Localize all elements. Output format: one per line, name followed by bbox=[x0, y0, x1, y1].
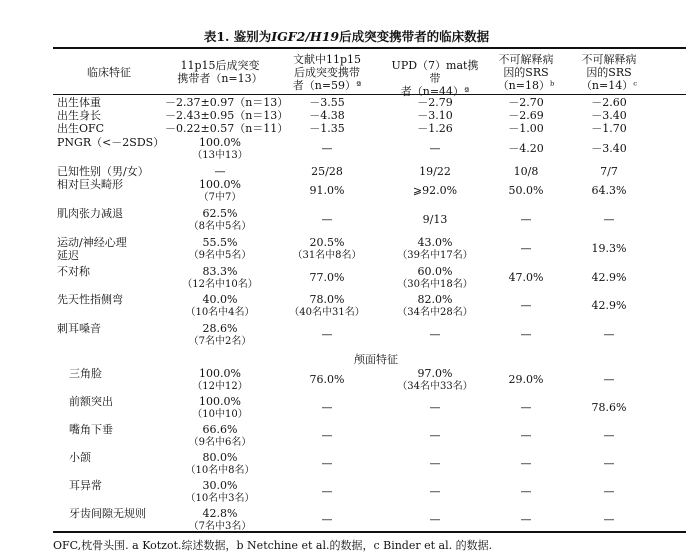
cell-c2: — bbox=[321, 457, 333, 470]
header-feature: 临床特征 bbox=[87, 66, 131, 79]
cell-c3: — bbox=[429, 401, 441, 414]
cell-c2: — bbox=[321, 213, 333, 226]
table-title: 表1. 鉴别为IGF2/H19后成突变携带者的临床数据 bbox=[203, 29, 490, 44]
cell-c4: 47.0% bbox=[508, 271, 544, 284]
row-label: 运动/神经心理 延迟 bbox=[57, 236, 127, 262]
cell-c4: －4.20 bbox=[508, 142, 544, 155]
cell-c2: 91.0% bbox=[309, 184, 345, 197]
cell-c2: — bbox=[321, 429, 333, 442]
cell-c5: 42.9% bbox=[591, 299, 627, 312]
cell-c5: — bbox=[603, 457, 615, 470]
cell-c5: — bbox=[603, 513, 615, 526]
cell-c1: 100.0% （10中10） bbox=[192, 395, 248, 420]
row-label: 肌肉张力减退 bbox=[57, 207, 123, 220]
cell-c1: 42.8% （7名中3名） bbox=[188, 507, 252, 532]
cell-c1: 100.0% （13中13） bbox=[192, 136, 248, 161]
cell-c1: 55.5% （9名中5名） bbox=[188, 236, 252, 261]
row-label: 刺耳嗓音 bbox=[57, 322, 101, 335]
cell-c3: ⩾92.0% bbox=[412, 184, 458, 197]
top-rule bbox=[53, 47, 686, 49]
cell-c3: 60.0% （30名中18名） bbox=[397, 265, 473, 290]
cell-c4: — bbox=[520, 242, 532, 255]
cell-c2: －1.35 bbox=[309, 122, 345, 135]
cell-c4: — bbox=[520, 213, 532, 226]
row-label: 先天性指侧弯 bbox=[57, 293, 123, 306]
cell-c3: 97.0% （34名中33名） bbox=[397, 367, 473, 392]
cell-c3: 82.0% （34名中28名） bbox=[397, 293, 473, 318]
row-label: 不对称 bbox=[57, 265, 90, 278]
cell-c2: — bbox=[321, 142, 333, 155]
cell-c4: — bbox=[520, 485, 532, 498]
row-label: 牙齿间隙无规则 bbox=[69, 507, 146, 520]
cell-c5: 7/7 bbox=[600, 165, 618, 178]
cell-c5: — bbox=[603, 485, 615, 498]
cell-c1: 100.0% （12中12） bbox=[192, 367, 248, 392]
cell-c5: －3.40 bbox=[591, 109, 627, 122]
cell-c2: — bbox=[321, 328, 333, 341]
row-label: 相对巨头畸形 bbox=[57, 178, 123, 191]
cell-c3: — bbox=[429, 429, 441, 442]
cell-c3: — bbox=[429, 513, 441, 526]
row-label: 前额突出 bbox=[69, 395, 113, 408]
cell-c2: — bbox=[321, 513, 333, 526]
cell-c1: 83.3% （12名中10名） bbox=[182, 265, 258, 290]
row-label: PNGR（<－2SDS） bbox=[57, 136, 165, 149]
cell-c1: 28.6% （7名中2名） bbox=[188, 322, 252, 347]
row-label: 耳异常 bbox=[69, 479, 102, 492]
cell-c1: — bbox=[214, 165, 226, 178]
cell-c3: －3.10 bbox=[417, 109, 453, 122]
cell-c5: 64.3% bbox=[591, 184, 627, 197]
header-upd7: UPD（7）mat携带 者（n=44）ª bbox=[391, 59, 479, 98]
cell-c3: — bbox=[429, 142, 441, 155]
cell-c5: — bbox=[603, 328, 615, 341]
header-carriers: 11p15后成突变 携带者（n=13） bbox=[177, 59, 263, 85]
cell-c1: 80.0% （10名中8名） bbox=[185, 451, 255, 476]
cell-c2: －4.38 bbox=[309, 109, 345, 122]
cell-c1: 40.0% （10名中4名） bbox=[185, 293, 255, 318]
cell-c2: 76.0% bbox=[309, 373, 345, 386]
cell-c4: －1.00 bbox=[508, 122, 544, 135]
cell-c3: 19/22 bbox=[419, 165, 451, 178]
cell-c4: 50.0% bbox=[508, 184, 544, 197]
footnote: OFC,枕骨头围. a Kotzot.综述数据，b Netchine et al.的数据，c Binder et al. 的数据. bbox=[53, 539, 493, 552]
cell-c1: －2.43±0.95（n＝13） bbox=[165, 109, 289, 122]
cell-c4: 10/8 bbox=[513, 165, 539, 178]
section-craniofacial: 颅面特征 bbox=[354, 353, 398, 366]
header-literature: 文献中11p15 后成突变携带 者（n=59）ª bbox=[292, 53, 362, 92]
row-label: 三角脸 bbox=[69, 367, 102, 380]
row-label: 嘴角下垂 bbox=[69, 423, 113, 436]
cell-c3: — bbox=[429, 328, 441, 341]
cell-c3: －2.79 bbox=[417, 96, 453, 109]
cell-c4: －2.70 bbox=[508, 96, 544, 109]
header-srs-18: 不可解释病 因的SRS （n=18）ᵇ bbox=[497, 53, 555, 92]
cell-c3: 43.0% （39名中17名） bbox=[397, 236, 473, 261]
cell-c2: — bbox=[321, 401, 333, 414]
cell-c3: — bbox=[429, 485, 441, 498]
header-srs-14: 不可解释病 因的SRS （n=14）ᶜ bbox=[580, 53, 638, 92]
cell-c5: 42.9% bbox=[591, 271, 627, 284]
cell-c4: －2.69 bbox=[508, 109, 544, 122]
cell-c2: 78.0% （40名中31名） bbox=[289, 293, 365, 318]
cell-c2: 77.0% bbox=[309, 271, 345, 284]
row-label: 小颌 bbox=[69, 451, 91, 464]
cell-c5: 78.6% bbox=[591, 401, 627, 414]
cell-c1: 30.0% （10名中3名） bbox=[185, 479, 255, 504]
header-rule bbox=[53, 94, 686, 95]
cell-c5: 19.3% bbox=[591, 242, 627, 255]
cell-c1: 100.0% （7中7） bbox=[198, 178, 242, 203]
cell-c1: 66.6% （9名中6名） bbox=[188, 423, 252, 448]
cell-c1: －2.37±0.97（n＝13） bbox=[165, 96, 289, 109]
cell-c5: — bbox=[603, 429, 615, 442]
cell-c2: －3.55 bbox=[309, 96, 345, 109]
row-label: 出生体重 bbox=[57, 96, 101, 109]
cell-c1: －0.22±0.57（n＝11） bbox=[165, 122, 289, 135]
cell-c4: — bbox=[520, 328, 532, 341]
row-label: 已知性别（男/女） bbox=[57, 165, 149, 178]
cell-c5: －3.40 bbox=[591, 142, 627, 155]
row-label: 出生身长 bbox=[57, 109, 101, 122]
cell-c5: — bbox=[603, 373, 615, 386]
cell-c4: — bbox=[520, 513, 532, 526]
cell-c3: — bbox=[429, 457, 441, 470]
cell-c3: 9/13 bbox=[422, 213, 448, 226]
cell-c4: — bbox=[520, 401, 532, 414]
cell-c4: — bbox=[520, 457, 532, 470]
cell-c2: 20.5% （31名中8名） bbox=[292, 236, 362, 261]
bottom-rule bbox=[53, 531, 686, 533]
cell-c3: －1.26 bbox=[417, 122, 453, 135]
cell-c5: — bbox=[603, 213, 615, 226]
cell-c4: 29.0% bbox=[508, 373, 544, 386]
cell-c4: — bbox=[520, 299, 532, 312]
cell-c2: — bbox=[321, 485, 333, 498]
cell-c1: 62.5% （8名中5名） bbox=[188, 207, 252, 232]
cell-c4: — bbox=[520, 429, 532, 442]
cell-c5: －2.60 bbox=[591, 96, 627, 109]
cell-c2: 25/28 bbox=[311, 165, 343, 178]
cell-c5: －1.70 bbox=[591, 122, 627, 135]
row-label: 出生OFC bbox=[57, 122, 105, 135]
